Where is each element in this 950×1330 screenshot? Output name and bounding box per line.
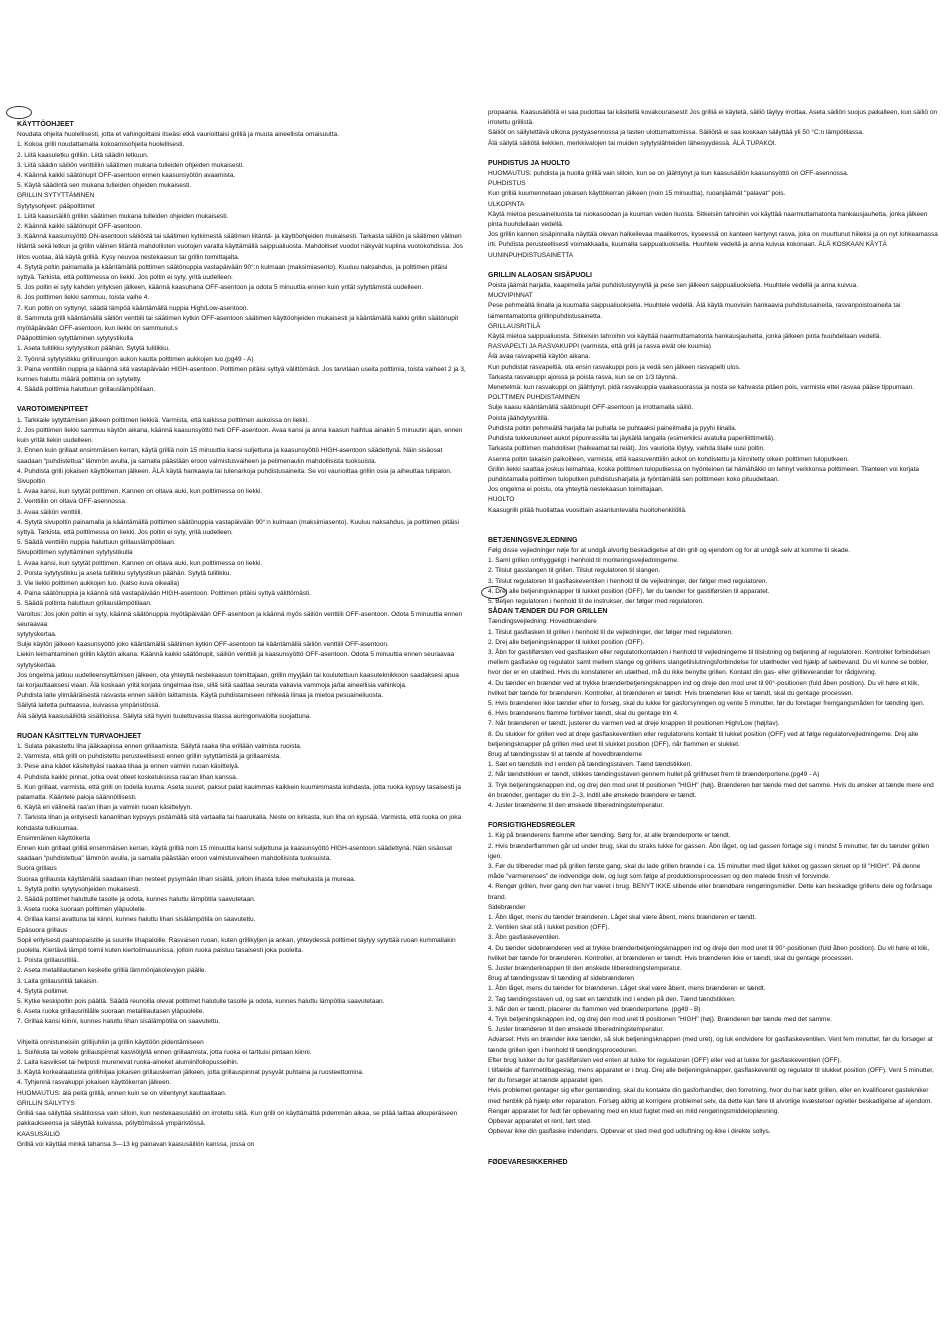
paragraph: PUHDISTUS (488, 180, 526, 188)
paragraph: Kaasugrilli pitää huollattaa vuosittain asiantuntevalla huoltohenkilöllä. (488, 506, 687, 514)
paragraph: 3. Käännä kaasunsyöttö ON-asentoon säiliöstä tai säätimen kytkimestä säätimen liitäntä- ja käyttöohjeiden mukaisesti. Tarkasta säiliön ja säätimen välinen liitäntä sekä letkun ja grillin välinen liitäntä mahdollisten vuotojen varalta käyttämällä saippualiuosta. Mahdolliset vuodot näkyvät kuplina vuotokohdissa. Jos liitos vuotaa, älä käytä grilliä. Kysy neuvoa nestekaasun tai grillin toimittajalta. (17, 233, 463, 261)
paragraph: 2. Venttiilin on oltava OFF-asennossa. (17, 498, 127, 506)
paragraph: I tilfælde af flammetilbageslag, mens apparatet er i brug. Drej alle betjeningsknapper, gasflaskeventil og regulator til slukket position (OFF). Vent 5 minutter, før du forsøger at tænde apparatet igen. (488, 1067, 934, 1085)
paragraph: Pese pehmeällä liinalla ja kuumalla saippualiuoksella. Huuhtele vedellä. Älä käytä muovisiin hankaavia puhdistusaineita, rasvanpoistoaineita tai laimentamatonta grillinpuhdistusainetta. (488, 302, 901, 320)
paragraph: GRILLIN SYTYTTÄMINEN (17, 192, 95, 200)
paragraph: Brug af tændingsstav til at tænde af hovedbrænderne (488, 750, 642, 758)
paragraph: HUOMAUTUS: älä peitä grilliä, ennen kuin se on viilentynyt kauttaaltaan. (17, 1089, 227, 1097)
paragraph: 5. Säädä venttiilin nuppia haluttuun grillauslämpötilaan. (17, 539, 176, 547)
paragraph: Hvis problemet gentager sig efter gentænding, skal du kontakte din gasforhandler, den forretning, hvor du har købt grillen, eller en kvalificeret gastekniker med henblik på hjælp eller reparation. Forsøg aldrig at korrigere problemet selv, da dette kan føre til alvorlige kvæstelser og/eller beskadigelse af ejendom. (488, 1087, 933, 1105)
paragraph: 8. Sammuta grilli kääntämällä säiliön venttiili tai säätimen kytkin OFF-asentoon säätimen käyttöohjeiden mukaisesti ja kääntämällä kaikki grillin säätönupit myötäpäivään OFF-asentoon, kun liekki on sammunut.s (17, 314, 459, 333)
paragraph: 2. Hvis brænderflammen går ud under brug, skal du straks lukke for gassen. Åbn låget, og lad gassen fortage sig i mindst 5 minutter, før du tænder grillen igen. (488, 842, 930, 860)
paragraph: 3. Käytä korkealaatuista grillihiijaa jokaisen grillauskerran jälkeen, jotta grillauspinnat pysyvät puhtaina ja ruosteettomina. (17, 1069, 364, 1077)
paragraph: Grilliä saa säilyttää sisätiloissa vain silloin, kun nestekaasusäiliö on irrotettu siitä. Kun grilli on käyttämättä pidemmän aikaa, se pitää laittaa alkuperäiseen pakkaukseensa ja säilyttää kuivassa, pölyttömässä ympäristössä. (17, 1110, 458, 1128)
section-heading: KÄYTTÖOHJEET (17, 121, 74, 128)
paragraph: 1. Sulata pakastettu liha jääkaapissa ennen grillaamista. Säilytä raaka liha erillään valmista ruoista. (17, 742, 302, 750)
paragraph: 2. Aseta metallilautanen keskelle grilliä lämmönjakolevyjen päälle. (17, 967, 207, 975)
paragraph: 3. Tilslut regulatoren til gasflaskeventilen i henhold til de vejledninger, der følger med regulatoren. (488, 577, 768, 585)
section-gap (17, 722, 467, 732)
paragraph: Følg disse vejledninger nøje for at undgå alvorlig beskadigelse af din grill og ejendom og for at undgå selv at komme til skade. (488, 546, 851, 554)
paragraph: RASVAPELTI JA RASVAKUPPI (varmista, että grilli ja rasva eivät ole kuumia) (488, 343, 711, 351)
paragraph: 4. Tryk betjeningsknappen ind, og drej den mod uret til positionen "HIGH" (høj). Brænderen bør tænde med det samme. (488, 1016, 832, 1024)
paragraph: Advarsel: Hvis en brænder ikke tænder, så sluk betjeningsknappen (med uret), og luk endvidere for gasflaskeventilen. Vent fem minutter, før du forsøger at tænde grillen igen i henhold til tændingsproceduren. (488, 1036, 933, 1054)
paragraph: 2. Når tændstikken er tændt, stikkes tændingsstaven gennem hullet på grillhuset frem til brænderportene.(pg49 - A) (488, 771, 820, 779)
paragraph: 1. Liitä kaasusäiliö grilliin säätimen mukana tulleiden ohjeiden mukaisesti. (17, 212, 229, 220)
paragraph: Noudata ohjeita huolellisesti, jotta et vahingoittaisi itseäsi etkä vaurioittaisi grilliä ja muuta aineellista omaisuutta. (17, 131, 339, 139)
paragraph: Liekin leimahtaminen grillin käytön aikana. Käännä kaikki säätönupit, säiliön venttiili ja kaasunsyöttö OFF-asentoon. Odota 5 minuuttia ennen seuraavaa sytytyskertaa. (17, 651, 455, 669)
paragraph: 1. Avaa kansi, kun sytytät polttimen. Kannen on oltava auki, kun polttimessa on liekki. (17, 488, 263, 496)
paragraph: 4. Paina säätönuppia ja käännä sitä vastapäivään HIGH-asentoon. Polttimen pitäisi syttyä välittömästi. (17, 590, 312, 598)
paragraph: Sidebrænder (488, 903, 526, 911)
paragraph: 1. Tilslut gasflasken til grillen i henhold til de vejledninger, der følger med regulatoren. (488, 628, 733, 636)
paragraph: 3. Når den er tændt, placerer du flammen ved brænderportene. (pg49 - B) (488, 1005, 701, 1013)
paragraph: 3. Åbn gasflaskeventilen. (488, 934, 561, 942)
paragraph: 4. Säädä polttimia haluttuun grillauslämpötilaan. (17, 386, 156, 394)
paragraph: Pääpolttimien sytyttäminen sytytystikulla (17, 335, 133, 343)
paragraph: 3. Før du tilbereder mad på grillen første gang, skal du lade grillen brænde i ca. 15 minutter med låget lukket og gassen skruet op til "HIGH". På denne måde "varmerenses" de indvendige dele, og lugt som følge af produktionsprocessen og den malede finish vil forsvinde. (488, 863, 921, 881)
paragraph: 2. Poista sytytystikku ja aseta tulitikku sytytystikun päähän. Sytytä tulitikku. (17, 569, 232, 577)
paragraph: 3. Laita grillausritilä takaisin. (17, 977, 99, 985)
left-column (17, 120, 467, 1150)
paragraph: Älä säilytä kaasusäiliötä sisätiloissa. Säilytä sitä hyvin tuulettuvassa tilassa auringonvalolta suojattuna. (17, 712, 312, 720)
paragraph: 5. Kytke keskipoltin pois päältä. Säädä reunoilla olevat polttimet halutulle tasolle ja odota, kunnes haluttu lämpötila saavutetaan. (17, 998, 385, 1006)
paragraph: 2. Jos polttimen liekki sammuu käytön aikana, käännä kaasunsyöttö heti OFF-asentoon. Avaa kansi ja anna kaasun haihtua ainakin 5 minuutin ajan, ennen kuin yrität liekin uudelleen. (17, 426, 463, 445)
paragraph: 7. Kun poltin on syttynyt, säädä lämpöä kääntämällä nuppia High/Low-asentoon. (17, 304, 249, 312)
paragraph: Sulje kaasu kääntämällä säätönupit OFF-asentoon ja irrottamalla säiliö. (488, 404, 694, 412)
section-heading: SÅDAN TÆNDER DU FOR GRILLEN (488, 608, 608, 616)
section-heading: FØDEVARESIKKERHED (488, 1158, 568, 1166)
paragraph: 4. Sytytä poltimet. (17, 987, 69, 995)
paragraph: Menetelmä: kun rasvakuppi on jäähtynyt, pidä rasvakuppia vaakasuorassa ja nosta se kahvasta pitäen pois, varmista ettei rasvaa pääse tippumaan. (488, 384, 914, 392)
section-gap (488, 149, 938, 159)
paragraph: 1. Poista grillausritilä. (17, 957, 79, 965)
section-heading: PUHDISTUS JA HUOLTO (488, 159, 570, 167)
paragraph: 1. Kig på brænderens flamme efter tænding. Sørg for, at alle brænderporte er tændt. (488, 832, 731, 840)
paragraph: 1. Sytytä poltin sytytysohjeiden mukaisesti. (17, 885, 141, 893)
paragraph: Ensimmäinen käyttökerta (17, 834, 90, 842)
paragraph: Suora grillaus (17, 865, 57, 873)
paragraph: 4. Du tænder en brænder ved at trykke brænderbetjeningsknappen ind og dreje den mod uret til 90°-positionen (fuld åben position). Du vil høre et klik, hvilket bør tænde for brænderen. Kontroller, at brænderen er tændt. Hvis brænderen ikke er tændt, skal du gentage processen. (488, 679, 920, 697)
paragraph: Epäsuora grillaus (17, 926, 68, 934)
paragraph: Sivupolttimen sytyttäminen sytytystikulla (17, 549, 133, 557)
paragraph: Kun grilliä kuumennetaan jokaisen käyttökerran jälkeen (noin 15 minuuttia), ruoanjäämät "palavat" pois. (488, 190, 786, 198)
paragraph: 6. Käytä eri välineitä raa'an lihan ja valmiin ruoan käsittelyyn. (17, 804, 193, 812)
section-heading: GRILLIN ALAOSAN SISÄPUOLI (488, 271, 592, 279)
paragraph: Opbevar apparatet et rent, tørt sted. (488, 1118, 592, 1126)
paragraph: 1. Avaa kansi, kun sytytät polttimen. Kannen on oltava auki, kun polttimessa on liekki. (17, 559, 263, 567)
paragraph: Säilytä laitetta puhtaassa, kuivassa ympäristössä. (17, 702, 161, 710)
paragraph: 2. Käännä kaikki säätönupit OFF-asentoon. (17, 223, 143, 231)
paragraph: 4. Grillaa kansi avattuna tai kiinni, kunnes haluttu lihan sisälämpötila on saavutettu. (17, 916, 256, 924)
paragraph: 7. Tarkista lihan ja erityisesti kananlihan kypsyys pistämällä sitä vartaalla tai haarukalla. Neste on kirkasta, kun liha on kypsää. Varmista, että ruoka on joka kohdasta tulikuumaa. (17, 814, 462, 832)
paragraph: 4. Drej alle betjeningsknapper til lukket position (OFF), før du tænder for gastilførslen til apparatet. (488, 587, 770, 595)
section-heading: BETJENINGSVEJLEDNING (488, 536, 578, 544)
paragraph: Puhdista laite ylimääräisestä rasvasta ennen säiliön laittamista. Käytä puhdistamiseen nihkeää liinaa ja mietoa pesuaineliuosta. (17, 692, 384, 700)
right-column (488, 108, 938, 1168)
paragraph: 3. Tryk betjeningsknappen ind, og drej den mod uret til positionen "HIGH" (høj). Brænderen bør tænde med det samme. Hvis du ønsker at tænde mere end én brænder, gentager du trin 2–3, indtil alle ønskede brændere er tændt. (488, 781, 934, 799)
paragraph: Älä säilytä säiliötä liekkien, merkkivalojen tai muiden sytytyslähteiden läheisyydessä. ÄLÄ TUPAKOI. (488, 139, 777, 147)
paragraph: 3. Paina venttiilin nuppia ja käännä sitä vastapäivään HIGH-asentoon. Polttimen pitäisi syttyä välittömästi. Jos tarvitaan useita polttimia, toista vaiheet 2 ja 3, kunnes haluttu määrä polttimia on sytytetty. (17, 365, 466, 384)
paragraph: 2. Drej alle betjeningsknapper til lukket position (OFF). (488, 638, 645, 646)
paragraph: 4. Tyhjennä rasvakuppi jokaisen käyttökerran jälkeen. (17, 1079, 172, 1087)
paragraph: Varoitus: Jos jokin poltin ei syty, käännä säätönuppia myötäpäivään OFF-asentoon ja käännä myös säiliön venttiili OFF-asentoon. Odota 5 minuuttia ennen seuraavaa (17, 610, 463, 628)
paragraph: 2. Ventilen skal stå i lukket position (OFF). (488, 924, 610, 932)
paragraph: Kun puhdistat rasvapeltiä, ota ensin rasvakuppi pois ja vedä sen jälkeen rasvapelti ulos. (488, 363, 741, 371)
paragraph: 3. Liitä säädin säiliön venttiiliin säätimen mukana tulleiden ohjeiden mukaisesti. (17, 161, 244, 169)
paragraph: Sulje käytön jälkeen kaasunsyöttö joko kääntämällä säätimen kytkin OFF-asentoon tai kääntämällä säiliön venttiili OFF-asentoon. (17, 641, 389, 649)
paragraph: 5. Säädä poltinta haluttuun grillauslämpötilaan. (17, 600, 152, 608)
paragraph: Sivupoltin (17, 477, 46, 485)
paragraph: 7. Når brænderen er tændt, justerer du varmen ved at dreje knappen til positionen High/Low (høj/lav). (488, 720, 780, 728)
paragraph: 4. Juster brænderne til den ønskede tilberedningstemperatur. (488, 802, 664, 809)
paragraph: Efter brug lukker du for gastilførslen ved enten at lukke for regulatoren (OFF) eller ved at lukke for gasflaskeventilen (OFF). (488, 1056, 842, 1064)
paragraph: 1. Suihkuta tai voitele grillauspinnat kasviöljyllä ennen grillaamista, jotta ruoka ei tarttuisi pintaan kiinni. (17, 1048, 312, 1056)
paragraph: 2. Tag tændingsstaven ud, og sæt en tændstik ind i enden på den. Tænd tændstikken. (488, 995, 736, 1003)
paragraph: 1. Kokoa grilli noudattamalla kokoamisohjeita huolellisesti. (17, 141, 185, 149)
paragraph: 4. Du tænder sidebrænderen ved at trykke brænderbetjeningsknappen ind og dreje den mod uret til 90°-positionen (fuld åben position). Du vil høre et klik, hvilket bør tænde for brænderen. Kontroller, at brænderen er tændt. Hvis brænderen ikke er tændt, skal du gentage processen. (488, 944, 930, 962)
paragraph: 8. Du slukker for grillen ved at dreje gasflaskeventilen eller regulatorens kontakt til lukket position (OFF) ved at følge regulatorvejledningerne. Drej alle betjeningsknapper på grillen med uret til slukket position (OFF), når flammen er slukket. (488, 730, 919, 748)
section-gap (488, 1138, 938, 1148)
paragraph: HUOLTO (488, 496, 515, 504)
paragraph: Säiliöt on säilytettävä ulkona pystyasennossa ja lasten ulottumattomissa. Säiliöitä ei saa koskaan säilyttää yli 50 °C:n lämpötilassa. (488, 129, 864, 137)
paragraph: 1. Åbn låget, mens du tænder brænderen. Låget skal være åbent, mens brænderen er tændt. (488, 914, 757, 922)
paragraph: Jos grillin kannen sisäpinnalla näyttää olevan halkeilevaa maalikerros, kyseessä on kanteen kertynyt rasva, joka on muuttunut hiileksi ja on nyt lohkeamassa irti. Puhdista perusteellisesti voimakkaalla, kuumalla saippualiuoksella. Huuhtele vedellä ja anna kuivua kokonaan. ÄLÄ KOSKAAN KÄYTÄ UUNINPUHDISTUSAINETTA (488, 231, 938, 259)
section-gap (488, 516, 938, 526)
paragraph: Poista jäämät harjalla, kaapimella ja/tai puhdistustyynyllä ja pese sen jälkeen saippualiuoksella. Huuhtele vedellä ja anna kuivua. (488, 282, 859, 290)
section-gap (17, 1028, 467, 1038)
section-heading: FORSIGTIGHEDSREGLER (488, 822, 576, 830)
paragraph: 3. Aseta ruoka suoraan polttimen yläpuolelle. (17, 906, 147, 914)
paragraph: 5. Betjen regulatoren i henhold til de instrukser, der følger med regulatoren. (488, 597, 705, 605)
paragraph: Sytytysohjeet: pääpolttimet (17, 202, 95, 210)
paragraph: Jos ongelma ei poistu, ota yhteyttä nestekaasun toimittajaan. (488, 486, 664, 494)
paragraph: 5. Hvis brænderen ikke tænder efter to forsøg, skal du lukke for gasforsyningen og vente 5 minutter, før du foretager fremgangsmåden for tænding igen. (488, 699, 925, 707)
paragraph: 4. Rengør grillen, hver gang den har været i brug. BENYT IKKE slibende eller brændbare rengøringsmidler. Dette kan beskadige grillens dele og forårsage brand. (488, 883, 933, 901)
section-gap (488, 1148, 938, 1158)
paragraph: 5. Juster brænderknappen til den ønskede tilberedningstemperatur. (488, 965, 682, 973)
paragraph: 1. Sæt en tændstik ind i enden på tændingsstaven. Tænd tændstikken. (488, 761, 693, 769)
paragraph: 3. Avaa säiliön venttiili. (17, 508, 83, 516)
page-marker-left (6, 106, 32, 119)
paragraph: Käytä mietoa pesuaineliuosta tai ruokasoodan ja kuuman veden liuosta. Sitkeisiin tahroihin voi käyttää naarmuttamatonta hankausjauhetta, jonka jälkeen pinta huuhdellaan vedellä. (488, 210, 928, 229)
paragraph: Ennen kuin grillaat grilliä ensimmäisen kerran, käytä grilliä noin 15 minuuttia kansi suljettuna ja kaasunsyöttö HIGH-asentoon säädettynä. Näin sisäosat saadaan "puhdistettua" lämmön avulla, ja samalla päästään eroon valmistusvaiheen mahdollisista tuoksuista. (17, 845, 453, 863)
paragraph: Suoraa grillausta käyttämällä saadaan lihan nesteet pysymään lihan sisällä, jolloin lihasta tulee mehukasta ja mureaa. (17, 875, 356, 883)
paragraph: ULKOPINTA (488, 200, 525, 208)
paragraph: Puhdista poltin pehmeällä harjalla tai puhalla se puhtaaksi paineilmalla ja pyyhi liinalla. (488, 424, 737, 432)
section-gap (488, 526, 938, 536)
paragraph: propaania. Kaasusäiliötä ei saa pudottaa tai käsitellä kovakouraisesti! Jos grilliä ei käytetä, säiliö täytyy irrottaa. Aseta säiliön suojus paikalleen, kun säiliö on irrotettu grillistä. (488, 109, 938, 127)
paragraph: Sopii erityisesti paahtopaistille ja suurille lihapaloille. Rasvaisen ruoan, kuten grillikyljen ja ankan, yhteydessä polttimet täytyy sytyttää ruoan kummallakin puolella. Kiertävä lämpö toimii kuten kiertoilmauunissa, jolloin ruoka paistuu tasaisesti joka puolelta. (17, 936, 456, 955)
paragraph: Poista jäähdytysritilä. (488, 414, 550, 422)
paragraph: Rengør apparatet for fedt før opbevaring med en klud fugtet med en mild rengøringsmiddelopløsning. (488, 1107, 780, 1115)
paragraph: Tændingsvejledning: Hovedbrændere (488, 618, 597, 626)
paragraph: Tarkasta polttimen mahdolliset (halkeamat tai reiät). Jos vaurioita löytyy, vaihda tilalle uusi poltin. (488, 445, 765, 453)
paragraph: 4. Puhdista grilli jokaisen käyttökerran jälkeen. ÄLÄ käytä hankaavia tai tulenarkoja puhdistusaineita. Se voi vaurioittaa grillin osia ja aiheuttaa tulipalon. (17, 467, 452, 475)
paragraph: 1. Aseta tulitikku sytytystikun päähän. Sytytä tulitikku. (17, 345, 170, 353)
paragraph: 2. Työnnä sytytystikku grilliruungon aukon kautta polttimen aukkojen luo.(pg49 - A) (17, 355, 254, 363)
section-gap (488, 261, 938, 271)
paragraph: 2. Varmista, että grilli on puhdistettu perusteellisesti ennen grillin sytyttämistä ja grillaamista. (17, 753, 281, 761)
paragraph: KAASUSÄILIÖ (17, 1130, 60, 1138)
paragraph: 5. Juster brænderen til den ønskede tilberedningstemperatur. (488, 1026, 664, 1034)
paragraph: 3. Ennen kuin grillaat ensimmäisen kerran, käytä grilliä noin 15 minuuttia kansi suljettuna ja kaasunsyöttö HIGH-asentoon säädettynä. Näin sisäosat saadaan "puhdistettua" lämmön avulla, ja samalla päästään eroon valmistusvaiheen ja pelimenaulin mahdollisista tuoksuista. (17, 447, 443, 465)
paragraph: 1. Tarkkaile sytyttämisen jälkeen polttimen liekkiä. Varmista, että kaikissa polttimen aukoissa on liekki. (17, 416, 310, 424)
paragraph: 4. Sytytä sivupoltin painamalla ja kääntämällä polttimen säätönuppia vastapäivään 90°:n kulmaan (maksimiasento). Kuuluu naksahdus, ja polttimen pitäisi syttyä. Tarkista, että polttimessa on liekki. Jos poltin ei syty, yritä uudelleen. (17, 518, 459, 536)
paragraph: Brug af tændingsstav til tænding af sidebrænderen (488, 975, 634, 983)
paragraph: 1. Åbn låget, mens du tænder for brænderen. Låget skal være åbent, mens brænderen er tændt. (488, 985, 766, 993)
paragraph: Puhdista tukkeutuneet aukot piipunrassilla tai jäykällä langalla (esimerkiksi avatulla paperiliittimellä). (488, 435, 775, 443)
paragraph: Vihjeitä onnistuneisiin grillijuhliin ja grillin käyttöön pidentämiseen (17, 1038, 204, 1046)
paragraph: MUOVIPINNAT (488, 292, 533, 300)
paragraph: 4. Käännä kaikki säätönupit OFF-asentoon ennen kaasunsyötön avaamista. (17, 172, 236, 180)
paragraph: Asenna poltin takaisin paikoilleen, varmista, että kaasuventtiilin aukot on kohdistettu ja kiinnitetty oikein polttimen tuloputkeen. (488, 455, 849, 463)
paragraph: GRILLIN SÄILYTYS (17, 1099, 75, 1107)
paragraph: POLTTIMEN PUHDISTAMINEN (488, 394, 580, 402)
paragraph: Käytä mietoa saippualiuosta. Sitkeisiin tahroihin voi käyttää naarmuttamatonta hankausjauhetta, jonka jälkeen pinta huuhdellaan vedellä. (488, 333, 882, 341)
paragraph: Älä avaa rasvapeltiä käytön aikana. (488, 353, 591, 361)
paragraph: 7. Grillaa kansi kiinni, kunnes haluttu lihan sisälämpötila on saavutettu. (17, 1018, 221, 1026)
paragraph: 6. Aseta ruoka grillausritilälle suoraan metallilautasen yläpuolelle. (17, 1008, 205, 1016)
section-heading: RUOAN KÄSITTELYN TURVAOHJEET (17, 732, 142, 740)
paragraph: 5. Käytä säädintä sen mukana tulleiden ohjeiden mukaisesti. (17, 182, 192, 190)
paragraph: Opbevar ikke din gasflaske indendørs. Opbevar et sted med god udluftning og ikke i direkte sollys. (488, 1128, 771, 1136)
paragraph: Grillin liekki saattaa joskus leimahtaa, koska polttimen tuloputkessa on hyönteinen tai hämähäkki on tehnyt verkkonsa polttimeen. Tilanteen voi korjata puhdistamalla polttimen tuloputken puhdistusharjalla ja työntämällä sen polttimeen koko pituudeltaan. (488, 465, 920, 483)
paragraph: 2. Laita kasvikset tai helposti murenevat ruoka-aineket alumiinifoliopusseihin. (17, 1059, 239, 1067)
paragraph: sytytyskertaa. (17, 630, 57, 638)
paragraph: Grilliä voi käyttää minkä tahansa 3—13 kg painavan kaasusäiliön kanssa, jossa on (17, 1140, 255, 1148)
paragraph: HUOMAUTUS: puhdista ja huolla grilliä vain silloin, kun se on jäähtynyt ja kun kaasusäiliön kaasunsyöttö on OFF-asennossa. (488, 170, 849, 178)
paragraph: 6. Jos polttimen liekki sammuu, toista vaihe 4. (17, 294, 150, 302)
paragraph: 1. Saml grillen omhyggeligt i henhold til monteringsvejledningerne. (488, 557, 679, 565)
paragraph: 2. Säädä polttimet haluttulle tasolle ja odota, kunnes haluttu lämpötila saavutetaan. (17, 896, 256, 904)
paragraph: 5. Jos poltin ei syty kahden yrityksen jälkeen, käännä kaasuhana OFF-asentoon ja odota 5 minuuttia ennen kuin yrität sytyttämistä uudelleen. (17, 284, 424, 292)
paragraph: 2. Tilslut gasslangen til grillen. Tilslut regulatoren til slangen. (488, 567, 661, 575)
paragraph: 6. Hvis brænderens flamme forbliver tændt, skal du gentage trin 4. (488, 710, 679, 718)
paragraph: 4. Puhdista kaikki pinnat, jotka ovat olleet kosketuksissa raa'an lihan kanssa. (17, 773, 238, 781)
paragraph: 5. Kun grillaat, varmista, että grilli on todella kuuma. Aseta suuret, paksut palat kauimmas kaikkein kuumimmasta kohdasta, jotta ruoka kypsyy tasaisesti ja palamatta. Kääntele paloja säännöllisesti. (17, 783, 462, 801)
paragraph: 3. Åbn for gastilførslen ved gasflasken eller regulatorkontakten i henhold til vejledningerne til tilslutning og betjening af regulatoren. Kontroller forbindelsen mellem gasflaske og regulator samt mellem slange og grillens slangetilslutningsforbindelse for utætheder ved hjælp af sæbevand. Du vil kunne se bobler, hvor der er en utæthed. Hvis du konstaterer en utæthed, må du ikke benytte grillen. Kontakt din gas- eller grillleverandør for rådgivning. (488, 648, 930, 677)
paragraph: 2. Liitä kaasuletku grilliin. Liitä säädin letkuun. (17, 151, 149, 159)
paragraph: 3. Vie liekki polttimen aukkojen luo. (katso kuva oikealla) (17, 579, 180, 587)
section-heading: VAROTOIMENPITEET (17, 406, 89, 414)
section-gap (488, 811, 938, 821)
paragraph: 4. Sytytä poltin painamalla ja kääntämällä polttimen säätönuppia vastapäivään 90°:n kulmaan (maksimiasento). Kuuluu naksahdus, ja polttimen pitäisi syttyä. Tarkista, että polttimessa on liekki. Jos poltin ei syty, yritä uudelleen. (17, 263, 448, 282)
section-gap (17, 395, 467, 405)
paragraph: Tarkasta rasvakuppi ajoissa ja poista rasva, kun se on 1/3 täynnä. (488, 373, 678, 381)
paragraph: GRILLAUSRITILÄ (488, 322, 541, 330)
paragraph: 3. Pese aina kädet käsiteltyäsi raakaa lihaa ja ennen valmiin ruoan käsittelyä. (17, 763, 240, 771)
paragraph: Jos ongelma jatkuu uudelleensyttämisen jälkeen, ota yhteyttä nestekaasun toimittajaan, grillin myyjään tai koulutettuun kaasuteknikkoon saadaksesi apua tai korjauttaaksesi viaan. Älä koskaan yritä korjata ongelmaa itse, sillä siitä saattaa seurata vakavia vammoja ja/tai aineellisia vahinkoja. (17, 671, 459, 689)
